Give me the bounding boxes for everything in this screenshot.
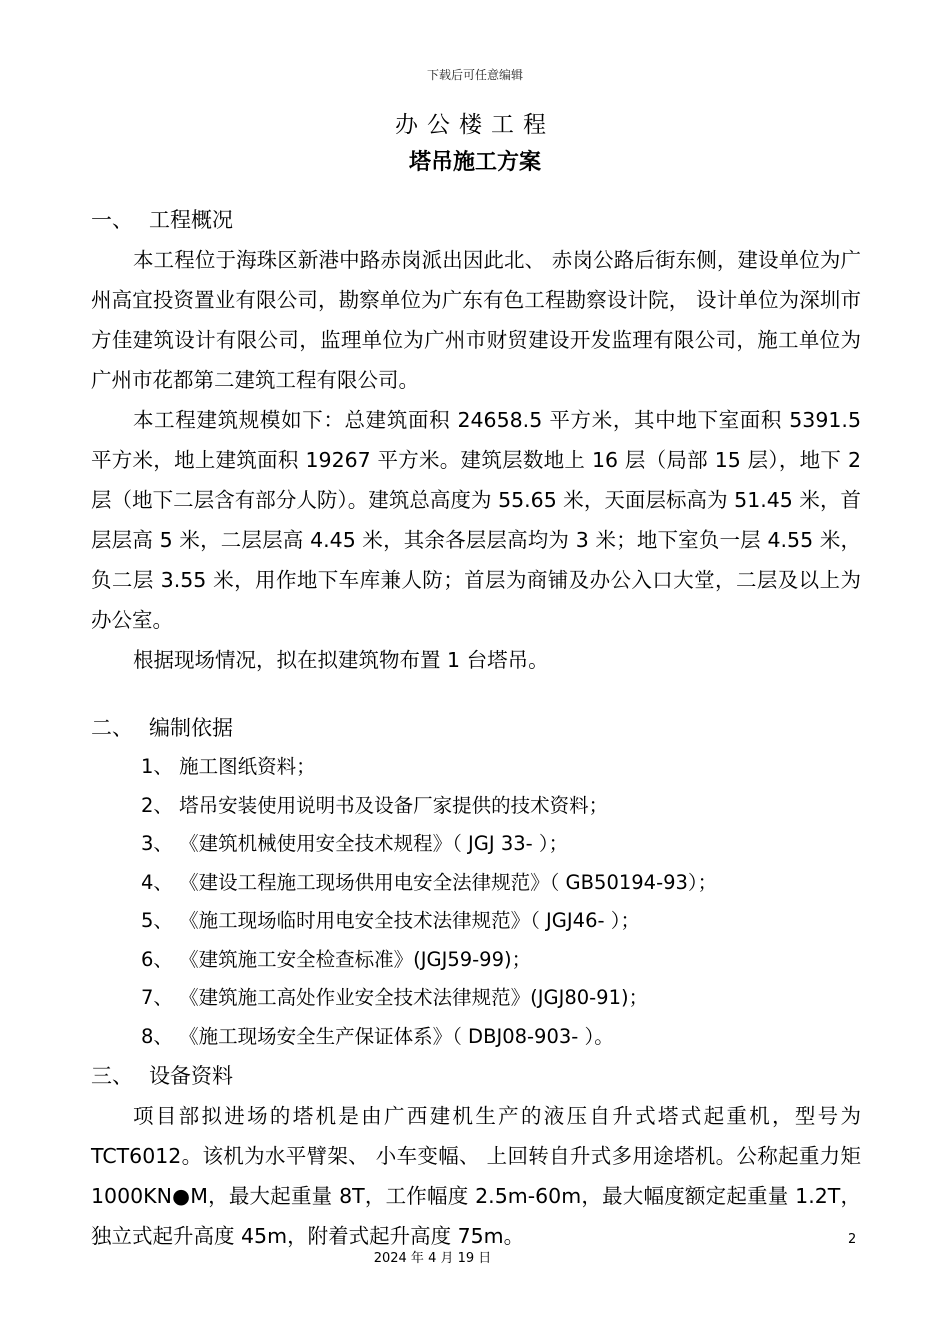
list-item: 4、 《建设工程施工现场供用电安全法律规范》（ GB50194-93）； (141, 870, 718, 894)
footer-date: 2024 年 4 月 19 日 (373, 1251, 492, 1266)
list-item: 5、 《施工现场临时用电安全技术法律规范》（ JGJ46- ）； (141, 909, 640, 932)
list-item: 6、 《建筑施工安全检查标准》(JGJ59-99)； (141, 947, 532, 971)
list-item: 1、 施工图纸资料； (141, 755, 316, 778)
list-item: 8、 《施工现场安全生产保证体系》（ DBJ08-903- ）。 (141, 1024, 614, 1048)
list-item: 7、 《建筑施工高处作业安全技术法律规范》(JGJ80-91)； (141, 986, 649, 1009)
page-number: 2 (848, 1232, 857, 1247)
overview-paragraph-2: 本工程建筑规模如下：总建筑面积 24658.5 平方米，其中地下室面积 5391.5 平方米，地上建筑面积 19267 平方米。建筑层数地上 16 层（局部 15 层），地下 2 层（地下二层含有部分人防）。建筑总高度为 55.65 米，天面层标高为 51.45 米，首层层高 5 米，二层层高 4.45 米，其余各层层高均为 3 米；地下室负一层 4.55 米，负二层 3.55 米，用作地下车库兼人防；首层为商铺及办公入口大堂，二层及以上为办公室。 (91, 408, 861, 632)
list-item: 2、 塔吊安装使用说明书及设备厂家提供的技术资料； (141, 793, 609, 817)
section-heading-overview (91, 200, 861, 240)
section-number: 三、 (91, 1064, 133, 1088)
document-title: 办公楼工程 (395, 112, 555, 138)
overview-paragraph-1: 本工程位于海珠区新港中路赤岗派出因此北、 赤岗公路后街东侧，建设单位为广州高宜投资置业有限公司，勘察单位为广东有色工程勘察设计院， 设计单位为深圳市方佳建筑设计有限公司，监理单位为广州市财贸建设开发监理有限公司，施工单位为广州市花都第二建筑工程有限公司。 (91, 248, 861, 392)
section-number: 二、 (91, 716, 133, 740)
section-title: 设备资料 (149, 1064, 233, 1088)
list-item: 3、 《建筑机械使用安全技术规程》（ JGJ 33- ）； (141, 832, 569, 855)
header-note: 下载后可任意编辑 (426, 68, 523, 82)
document-body (91, 200, 861, 1256)
equipment-paragraph: 项目部拟进场的塔机是由广西建机生产的液压自升式塔式起重机，型号为 TCT6012。该机为水平臂架、 小车变幅、 上回转自升式多用途塔机。公称起重力矩 1000KN●M，最大起重量 8T，工作幅度 2.5m-60m，最大幅度额定起重量 1.2T，独立式起升高度 45m，附着式起升高度 75m。 (91, 1104, 861, 1248)
section-heading-equipment (91, 1056, 861, 1096)
document-subtitle: 塔吊施工方案 (408, 150, 541, 175)
overview-paragraph-3: 根据现场情况，拟在拟建筑物布置 1 台塔吊。 (133, 648, 549, 672)
section-number: 一、 (91, 208, 133, 232)
section-heading-basis (91, 708, 861, 748)
section-title: 工程概况 (149, 208, 233, 232)
section-title: 编制依据 (149, 716, 233, 740)
